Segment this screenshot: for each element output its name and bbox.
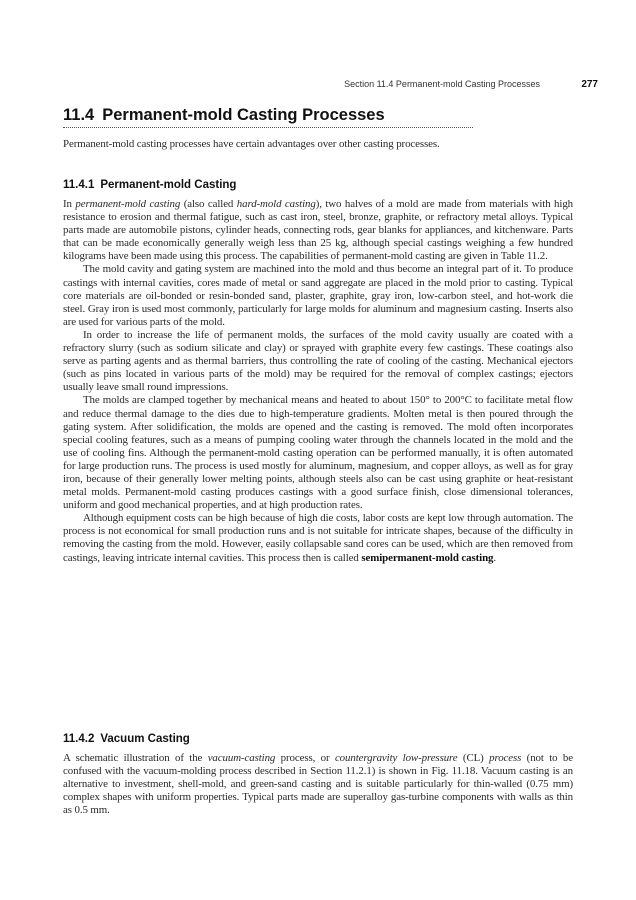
paragraph: The mold cavity and gating system are machined into the mold and thus become an integral part of it. To produce castings with internal cavities, cores made of metal or sand aggregate are placed in the mold prior to casting. Typical core materials are oil-bonded or resin-bonded sand, plaster, graphite, gray iron, low-carbon steel, and hot-work die steel. Gray iron is used most commonly, particularly for large molds for aluminum and magnesium casting. Inserts also are used for various parts of the mold.: [63, 263, 573, 328]
text-run: ), two halves of a mold are made from materials with high resistance to erosion and thermal fatigue, such as cast iron, steel, bronze, graphite, or refractory metal alloys. Typical parts made are automobile pistons, cylinder heads, connecting rods, gear blanks for appliances, and kitchenware. Parts that can be made economically generally weigh less than 25 kg, although special castings weighing a few hundred kilograms have been made using this process. The capabilities of permanent-mold casting are given in Table 11.2.: [63, 198, 574, 263]
page-number: 277: [581, 79, 598, 90]
paragraph: [63, 198, 573, 263]
section-number: 11.4: [63, 106, 95, 124]
subsection-body-1: [63, 198, 573, 565]
paragraph: The molds are clamped together by mechanical means and heated to about 150° to 200°C to facilitate metal flow and reduce thermal damage to the dies due to high-temperature gradients. Molten metal is then poured through the gating system. After solidification, the molds are opened and the casting is removed. The mold often incorporates special cooling features, such as a means of pumping cooling water through the channels located in the mold and the use of cooling fins. Although the permanent-mold casting operation can be performed manually, it is often automated for large production runs. The process is used mostly for aluminum, magnesium, and copper alloys, as well as for gray iron, because of their generally lower melting points, although steels also can be cast using graphite or heat-resistant metal molds. Permanent-mold casting produces castings with a good surface finish, close dimensional tolerances, uniform and good mechanical properties, and at high production rates.: [63, 394, 573, 512]
text-run: (also called: [180, 198, 237, 210]
section-title: Permanent-mold Casting Processes: [102, 106, 385, 124]
subsection-body-2: [63, 752, 573, 817]
term-permanent-mold-casting: permanent-mold casting: [75, 198, 181, 210]
text-run: .: [493, 551, 496, 564]
subsection-heading-1: [63, 179, 236, 191]
text-run: In: [63, 198, 76, 210]
text-run: (CL): [457, 752, 490, 764]
section-intro: [63, 138, 573, 151]
section-heading: [63, 106, 385, 125]
term-vacuum-casting: vacuum-casting: [207, 752, 276, 764]
heading-rule: [63, 127, 473, 128]
text-run: A schematic illustration of the: [63, 752, 208, 764]
intro-paragraph: Permanent-mold casting processes have certain advantages over other casting processes.: [63, 138, 440, 150]
subsection-number: 11.4.2: [63, 733, 95, 745]
text-run: process, or: [275, 752, 335, 764]
running-header: [100, 79, 598, 93]
paragraph: [63, 512, 573, 564]
running-header-section: Section 11.4 Permanent-mold Casting Processes: [344, 79, 540, 89]
text-run: (not to be confused with the vacuum-molding process described in Section 11.2.1) is shown in Fig. 11.18. Vacuum casting is an alternative to investment, shell-mold, and green-sand casting and is suitable particularly for thin-walled (0.75 mm) complex shapes with uniform properties. Typical parts made are superalloy gas-turbine components with walls as thin as 0.5 mm.: [63, 752, 573, 817]
term-process: process: [489, 752, 522, 764]
subsection-number: 11.4.1: [63, 179, 95, 191]
subsection-title: Permanent-mold Casting: [100, 179, 237, 191]
subsection-heading-2: [63, 733, 190, 745]
paragraph: In order to increase the life of permanent molds, the surfaces of the mold cavity usually are coated with a refractory slurry (such as sodium silicate and clay) or sprayed with graphite every few castings. These coatings also serve as parting agents and as thermal barriers, thus controlling the rate of cooling of the casting. Mechanical ejectors (such as pins located in various parts of the mold) may be required for the removal of complex castings; ejectors usually leave small round impressions.: [63, 328, 573, 394]
term-countergravity: countergravity low-pressure: [334, 752, 458, 764]
text-run: Although equipment costs can be high because of high die costs, labor costs are kept low through automation. The process is not economical for small production runs and is not suitable for intricate shapes, because of the difficulty in removing the casting from the mold. However, easily collapsable sand cores can be used, which are then removed from castings, leaving intricate internal cavities. This process then is called: [63, 512, 573, 564]
term-hard-mold-casting: hard-mold casting: [236, 198, 316, 210]
subsection-title: Vacuum Casting: [100, 733, 190, 745]
paragraph: [63, 752, 573, 817]
term-semipermanent-mold-casting: semipermanent-mold casting: [361, 551, 494, 564]
